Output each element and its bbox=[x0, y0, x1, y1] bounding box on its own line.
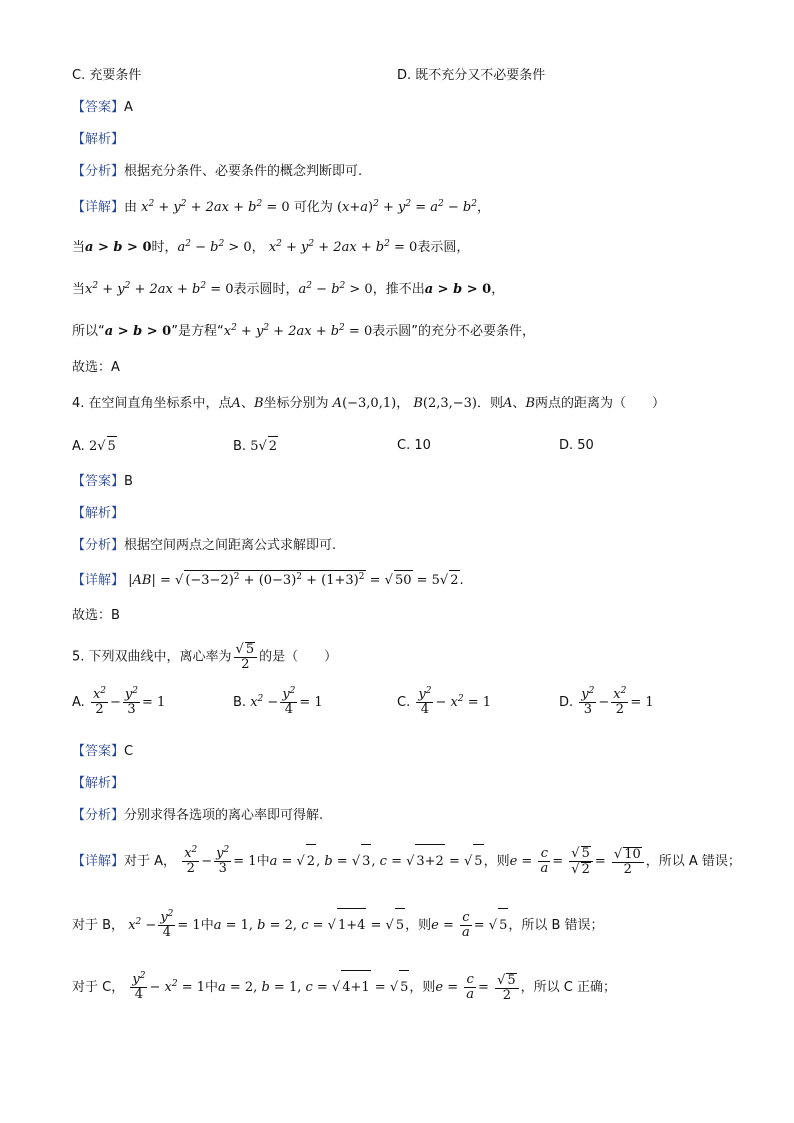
detail-text: 表示圆， bbox=[417, 240, 470, 255]
q3-answer bbox=[72, 98, 133, 118]
stem-text: 的是（ ） bbox=[259, 649, 338, 665]
point-a: A(−3,0,1) bbox=[332, 396, 397, 411]
answer-value: B bbox=[124, 474, 133, 489]
equation: $x^2 + y^2 + 2ax + b^2 = 0$ bbox=[268, 239, 418, 255]
option-equation: $\frac{y^2}{4}$ − $x^2 = 1$ bbox=[418, 686, 491, 717]
stem-text: 4. 在空间直角坐标系中，点 bbox=[72, 396, 232, 411]
q3-choose: 故选：A bbox=[72, 360, 120, 375]
q3-detail-3: 当$x^2 + y^2 + 2ax + b^2 = 0$表示圆时，$a^2 - b^2 > 0$，推不出a > b > 0， bbox=[72, 281, 505, 297]
q3-jiexi-tag: 【解析】 bbox=[72, 132, 125, 147]
eccentricity: e = $\frac{c}{a}$ = $\frac{√ 5}{2}$ bbox=[435, 980, 520, 995]
detail-text: ，则 bbox=[405, 918, 432, 933]
q4-option-d: D. 50 bbox=[559, 438, 594, 453]
q3-option-d: D. 既不充分又不必要条件 bbox=[397, 68, 546, 83]
option-value: 5√ 2 bbox=[250, 439, 278, 454]
point-b: B(2,3,−3) bbox=[413, 396, 478, 411]
detail-text: ，则 bbox=[409, 980, 436, 995]
detail-text: 表示圆”的充分不必要条件， bbox=[372, 324, 535, 339]
q5-option-b bbox=[233, 688, 323, 717]
q4-jiexi-tag: 【解析】 bbox=[72, 506, 125, 521]
fenxi-tag: 【分析】 bbox=[72, 538, 125, 553]
q3-fenxi bbox=[72, 162, 362, 182]
q3-detail-2: 当a > b > 0时，$a^2 - b^2 > 0$， $x^2 + y^2 + 2ax + b^2 = 0$表示圆， bbox=[72, 239, 470, 255]
answer-tag: 【答案】 bbox=[72, 744, 125, 759]
q3-detail-4 bbox=[72, 322, 535, 342]
detail-text: 可化为 bbox=[293, 200, 333, 215]
fenxi-tag: 【分析】 bbox=[72, 808, 125, 823]
equation: $x^2$ − $\frac{y^2}{4}$ = 1 bbox=[128, 909, 201, 940]
detail-text: 对于 B， bbox=[72, 918, 125, 933]
inequality: $a^2 - b^2 > 0$ bbox=[298, 281, 373, 297]
detail-text: 当 bbox=[72, 282, 86, 297]
q5-fenxi bbox=[72, 806, 323, 826]
q4-options-row bbox=[72, 436, 722, 458]
q4-option-a bbox=[72, 436, 117, 457]
detail-text: ”是方程“ bbox=[171, 324, 224, 339]
detail-text: ，所以 B 错误； bbox=[508, 918, 604, 933]
detail-text: ，则 bbox=[483, 854, 510, 869]
distance-formula: |AB| = √ $(-3-2)^2 + (0-3)^2 + (1+3)^2$ = √ 50 = 5√ 2 bbox=[128, 573, 459, 588]
detail-text: ，推不出 bbox=[372, 282, 425, 297]
option-equation: $\frac{x^2}{2}$ − $\frac{y^2}{3}$ = 1 bbox=[92, 686, 166, 717]
answer-value: A bbox=[124, 100, 133, 115]
equation: $x^2 + y^2 + 2ax + b^2 = 0$ bbox=[223, 323, 373, 339]
equation: $(x+a)^2 + y^2 = a^2 - b^2$ bbox=[336, 199, 477, 215]
point-name: B bbox=[525, 396, 535, 411]
q5-jiexi-tag: 【解析】 bbox=[72, 776, 125, 791]
answer-tag: 【答案】 bbox=[72, 100, 125, 115]
q4-option-b bbox=[233, 436, 278, 457]
xiangjie-tag: 【详解】 bbox=[72, 573, 125, 588]
q4-detail: 【详解】 |AB| = √ $(-3-2)^2 + (0-3)^2 + (1+3)^2$ = √ 50 = 5√ 2. bbox=[72, 570, 464, 591]
parameters: a = √ 2, b = √ 3, c = √ 3+2 = √ 5 bbox=[270, 854, 484, 869]
point-name: A bbox=[503, 396, 513, 411]
q5-stem bbox=[72, 642, 337, 672]
q5-detail-b bbox=[72, 908, 604, 942]
detail-text: 中 bbox=[204, 980, 218, 995]
detail-text: 时， bbox=[151, 240, 178, 255]
detail-text: 中 bbox=[256, 854, 270, 869]
detail-text: 当 bbox=[72, 240, 86, 255]
inequality: a > b > 0 bbox=[424, 282, 492, 297]
q5-detail-c bbox=[72, 970, 616, 1004]
fenxi-tag: 【分析】 bbox=[72, 164, 125, 179]
fenxi-text: 根据充分条件、必要条件的概念判断即可. bbox=[124, 164, 363, 179]
detail-text: 中 bbox=[200, 918, 214, 933]
option-value: 2√ 5 bbox=[89, 439, 117, 454]
q4-stem: 4. 在空间直角坐标系中，点A、B坐标分别为 A(−3,0,1)， B(2,3,−3)．则A、B两点的距离为（ ） bbox=[72, 396, 666, 411]
inequality: a > b > 0 bbox=[104, 324, 172, 339]
xiangjie-tag: 【详解】 bbox=[72, 200, 125, 215]
stem-text: 5. 下列双曲线中，离心率为 bbox=[72, 649, 232, 665]
detail-text: 表示圆时， bbox=[233, 282, 299, 297]
stem-text: ．则 bbox=[477, 396, 504, 411]
detail-text: ，所以 C 正确； bbox=[520, 980, 617, 995]
q3-options-row bbox=[72, 66, 722, 86]
xiangjie-tag: 【详解】 bbox=[72, 854, 125, 869]
option-label: B. bbox=[233, 695, 247, 710]
equation: $x^2 + y^2 + 2ax + b^2 = 0$ bbox=[141, 199, 290, 215]
q4-answer bbox=[72, 472, 133, 492]
detail-text: 对于 C， bbox=[72, 980, 125, 995]
option-label: B. bbox=[233, 439, 247, 454]
option-label: D. bbox=[559, 695, 574, 710]
parameters: a = 1, b = 2, c = √ 1+4 = √ 5 bbox=[214, 918, 405, 933]
option-equation: $x^2$ − $\frac{y^2}{4}$ = 1 bbox=[250, 686, 323, 717]
equation: $x^2 + y^2 + 2ax + b^2 = 0$ bbox=[85, 281, 234, 297]
q5-answer bbox=[72, 742, 133, 762]
answer-value: C bbox=[124, 744, 134, 759]
option-label: A. bbox=[72, 439, 85, 454]
option-label: C. bbox=[397, 695, 411, 710]
q5-detail-a bbox=[72, 844, 741, 878]
fenxi-text: 分别求得各选项的离心率即可得解. bbox=[124, 808, 324, 823]
detail-text: ，所以 A 错误； bbox=[645, 854, 741, 869]
inequality: a > b > 0 bbox=[85, 240, 152, 255]
equation: $\frac{y^2}{4}$ − $x^2 = 1$ bbox=[132, 971, 205, 1002]
detail-text: 所以“ bbox=[72, 324, 105, 339]
q4-choose: 故选：B bbox=[72, 608, 120, 623]
equation: $\frac{x^2}{2}$ − $\frac{y^2}{3}$ = 1 bbox=[184, 845, 257, 876]
detail-text: 对于 A， bbox=[124, 854, 177, 869]
q3-option-c: C. 充要条件 bbox=[72, 68, 142, 83]
stem-text: 坐标分别为 bbox=[263, 396, 329, 411]
point-names: A bbox=[231, 396, 241, 411]
q5-option-a bbox=[72, 688, 165, 717]
answer-tag: 【答案】 bbox=[72, 474, 125, 489]
q4-option-c: C. 10 bbox=[397, 438, 431, 453]
detail-text: 由 bbox=[124, 200, 138, 215]
q3-detail-1: 【详解】由 $x^2 + y^2 + 2ax + b^2 = 0$ 可化为 $(x+a)^2 + y^2 = a^2 - b^2$， bbox=[72, 199, 490, 215]
fenxi-text: 根据空间两点之间距离公式求解即可. bbox=[124, 538, 337, 553]
option-label: A. bbox=[72, 695, 85, 710]
q4-fenxi bbox=[72, 536, 336, 556]
q5-options-row bbox=[72, 688, 722, 722]
point-name: B bbox=[253, 396, 264, 411]
inequality: $a^2 - b^2 > 0$ bbox=[177, 239, 252, 255]
stem-text: 两点的距离为（ ） bbox=[535, 396, 666, 411]
eccentricity-fraction: $\frac{√ 5}{2}$ bbox=[234, 642, 258, 672]
parameters: a = 2, b = 1, c = √ 4+1 = √ 5 bbox=[218, 980, 409, 995]
option-equation: $\frac{y^2}{3}$ − $\frac{x^2}{2}$ = 1 bbox=[581, 686, 654, 717]
eccentricity: e = $\frac{c}{a}$ = $\frac{√ 5}{√ 2}$ = $\frac{√ 10}{2}$ bbox=[510, 854, 646, 869]
q5-option-d bbox=[559, 688, 654, 717]
q5-option-c bbox=[397, 688, 491, 717]
eccentricity: e = $\frac{c}{a}$ = √ 5 bbox=[431, 918, 508, 933]
